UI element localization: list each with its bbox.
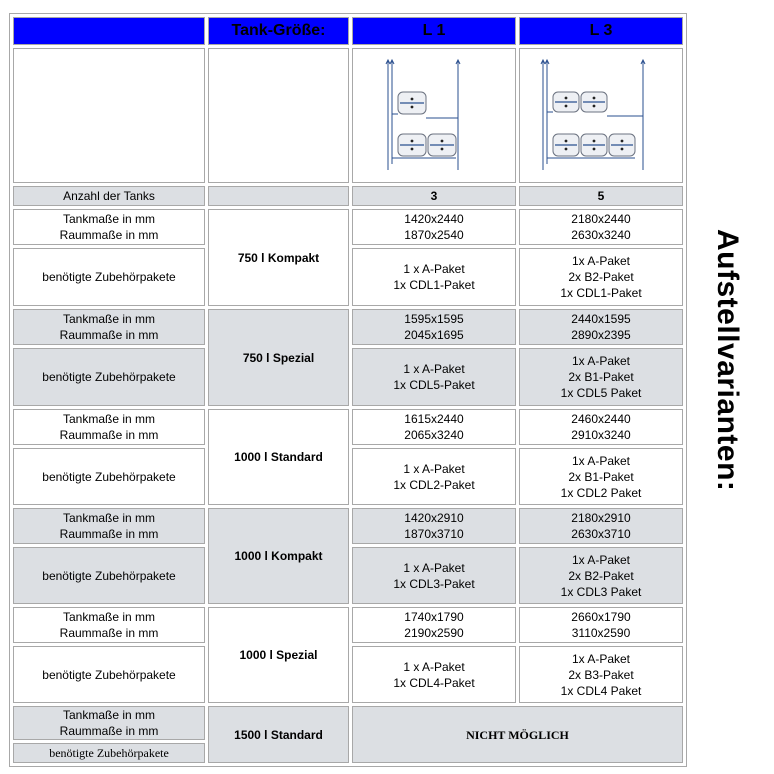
room-dim-label: Raummaße in mm xyxy=(59,328,159,342)
cell-line: 2630x3710 xyxy=(571,527,631,541)
tank-dim-label: Tankmaße in mm xyxy=(62,212,156,226)
tank-dim-label: Tankmaße in mm xyxy=(62,511,156,525)
cell-line: 1740x1790 xyxy=(404,610,464,624)
l1-accessories xyxy=(352,348,516,406)
l3-accessories xyxy=(519,448,683,505)
cell-line: 3110x2590 xyxy=(571,626,631,640)
dimension-row xyxy=(13,309,683,345)
cell-line: 2180x2440 xyxy=(571,212,631,226)
dimension-label xyxy=(13,209,205,245)
diagram-empty-cell-2 xyxy=(208,48,349,183)
cell-line: 2x B2-Paket xyxy=(568,270,634,284)
cell-line: 1870x3710 xyxy=(404,527,464,541)
cell-line: 2180x2910 xyxy=(571,511,631,525)
l3-dimensions xyxy=(519,508,683,544)
l3-dimensions xyxy=(519,309,683,345)
l3-dimensions xyxy=(519,607,683,643)
tank-dim-label: Tankmaße in mm xyxy=(62,412,156,426)
tank-count-empty xyxy=(208,186,349,206)
dim-label-line: Raummaße in mm xyxy=(59,724,159,738)
dimension-row xyxy=(13,508,683,544)
tank-dot xyxy=(411,147,414,150)
tank-arrangement-l1-icon xyxy=(384,54,484,178)
tank-dot xyxy=(441,139,444,142)
cell-line: 1x A-Paket xyxy=(571,552,631,567)
header-row xyxy=(13,17,683,45)
tank-dot xyxy=(593,104,596,107)
cell-line: 1420x2440 xyxy=(404,212,464,226)
header-l3: L 3 xyxy=(519,17,683,45)
l1-dimensions xyxy=(352,209,516,245)
cell-line: 2x B1-Paket xyxy=(568,469,634,484)
tank-dot xyxy=(565,139,568,142)
cell-line: 1x CDL1-Paket xyxy=(560,286,642,300)
cell-line: 1870x2540 xyxy=(404,228,464,242)
l1-dimensions xyxy=(352,309,516,345)
tank-count-l1: 3 xyxy=(352,186,516,206)
cell-line: 2910x3240 xyxy=(571,428,631,442)
cell-line: 1x CDL1-Paket xyxy=(393,278,475,292)
dim-label-line: Tankmaße in mm xyxy=(62,708,156,722)
header-tank-size: Tank-Größe: xyxy=(208,17,349,45)
l3-diagram-cell xyxy=(519,48,683,183)
cell-line: 2045x1695 xyxy=(404,328,464,342)
tank-dim-label: Tankmaße in mm xyxy=(62,312,156,326)
cell-line: 1 x A-Paket xyxy=(403,461,465,476)
accessories-label: benötigte Zubehörpakete xyxy=(13,646,205,703)
tank-model-name: 750 l Kompakt xyxy=(208,209,349,306)
room-dim-label: Raummaße in mm xyxy=(59,626,159,640)
cell-line: 1 x A-Paket xyxy=(403,262,465,276)
tank-count-row xyxy=(13,186,683,206)
tank-model-name: 1000 l Kompakt xyxy=(208,508,349,604)
cell-line: 1x CDL5 Paket xyxy=(560,386,642,400)
accessories-label: benötigte Zubehörpakete xyxy=(13,348,205,406)
cell-line: 1x CDL4 Paket xyxy=(560,683,642,698)
cell-line: 2065x3240 xyxy=(404,428,464,442)
tank-dot xyxy=(411,105,414,108)
accessories-label: benötigte Zubehörpakete xyxy=(13,743,205,763)
accessories-label: benötigte Zubehörpakete xyxy=(13,248,205,306)
header-empty-cell xyxy=(13,17,205,45)
dimension-label xyxy=(13,706,205,740)
l1-dimensions xyxy=(352,409,516,445)
cell-line: 2190x2590 xyxy=(404,626,464,640)
l3-accessories xyxy=(519,248,683,306)
dimension-label xyxy=(13,309,205,345)
cell-line: 1x CDL3 Paket xyxy=(560,584,642,599)
room-dim-label: Raummaße in mm xyxy=(59,428,159,442)
cell-line: 1x CDL5-Paket xyxy=(393,378,475,392)
diagram-row xyxy=(13,48,683,183)
l1-diagram-cell xyxy=(352,48,516,183)
dimension-label xyxy=(13,409,205,445)
tank-model-name: 1500 l Standard xyxy=(208,706,349,763)
tank-model-name: 750 l Spezial xyxy=(208,309,349,406)
l1-dimensions xyxy=(352,508,516,544)
l1-accessories xyxy=(352,248,516,306)
side-title: Aufstellvarianten: xyxy=(711,229,744,492)
cell-line: 1x A-Paket xyxy=(571,453,631,468)
dimension-row xyxy=(13,607,683,643)
dimension-row xyxy=(13,209,683,245)
cell-line: 1595x1595 xyxy=(404,312,464,326)
tank-dot xyxy=(441,147,444,150)
not-possible-note: NICHT MÖGLICH xyxy=(352,706,683,763)
l3-accessories xyxy=(519,646,683,703)
dimension-row xyxy=(13,409,683,445)
l3-dimensions xyxy=(519,209,683,245)
cell-line: 1x A-Paket xyxy=(571,354,631,368)
l1-accessories xyxy=(352,646,516,703)
tank-dot xyxy=(593,147,596,150)
dimension-label xyxy=(13,607,205,643)
room-dim-label: Raummaße in mm xyxy=(59,527,159,541)
l1-dimensions xyxy=(352,607,516,643)
tank-model-name: 1000 l Standard xyxy=(208,409,349,505)
tank-dot xyxy=(593,139,596,142)
l3-accessories xyxy=(519,348,683,406)
accessories-label: benötigte Zubehörpakete xyxy=(13,547,205,604)
cell-line: 2890x2395 xyxy=(571,328,631,342)
cell-line: 1615x2440 xyxy=(404,412,464,426)
accessories-label: benötigte Zubehörpakete xyxy=(13,448,205,505)
diagram-empty-cell-1 xyxy=(13,48,205,183)
cell-line: 1x CDL2 Paket xyxy=(560,485,642,500)
tank-model-name: 1000 l Spezial xyxy=(208,607,349,703)
cell-line: 1 x A-Paket xyxy=(403,659,465,674)
tank-dot xyxy=(411,139,414,142)
tank-dot xyxy=(565,104,568,107)
tank-variants-table xyxy=(9,13,687,767)
cell-line: 2460x2440 xyxy=(571,412,631,426)
cell-line: 1 x A-Paket xyxy=(403,362,465,376)
tank-count-l3: 5 xyxy=(519,186,683,206)
cell-line: 1420x2910 xyxy=(404,511,464,525)
tank-dot xyxy=(621,139,624,142)
cell-line: 2x B3-Paket xyxy=(568,667,634,682)
cell-line: 1x CDL2-Paket xyxy=(393,477,475,492)
dimension-label xyxy=(13,508,205,544)
tank-dot xyxy=(593,96,596,99)
l1-accessories xyxy=(352,547,516,604)
room-dim-label: Raummaße in mm xyxy=(59,228,159,242)
tank-dot xyxy=(621,147,624,150)
l3-accessories xyxy=(519,547,683,604)
cell-line: 1x CDL4-Paket xyxy=(393,675,475,690)
cell-line: 2660x1790 xyxy=(571,610,631,624)
cell-line: 1x CDL3-Paket xyxy=(393,576,475,591)
cell-line: 2440x1595 xyxy=(571,312,631,326)
l3-dimensions xyxy=(519,409,683,445)
cell-line: 1 x A-Paket xyxy=(403,560,465,575)
cell-line: 2x B1-Paket xyxy=(568,370,634,384)
cell-line: 1x A-Paket xyxy=(571,254,631,268)
tank-dim-label: Tankmaße in mm xyxy=(62,610,156,624)
header-l1: L 1 xyxy=(352,17,516,45)
cell-line: 2x B2-Paket xyxy=(568,568,634,583)
tank-dot xyxy=(411,97,414,100)
dimension-row xyxy=(13,706,683,740)
tank-arrangement-l3-icon xyxy=(539,54,663,178)
tank-dot xyxy=(565,147,568,150)
cell-line: 2630x3240 xyxy=(571,228,631,242)
tank-count-label: Anzahl der Tanks xyxy=(13,186,205,206)
tank-dot xyxy=(565,96,568,99)
cell-line: 1x A-Paket xyxy=(571,651,631,666)
l1-accessories xyxy=(352,448,516,505)
